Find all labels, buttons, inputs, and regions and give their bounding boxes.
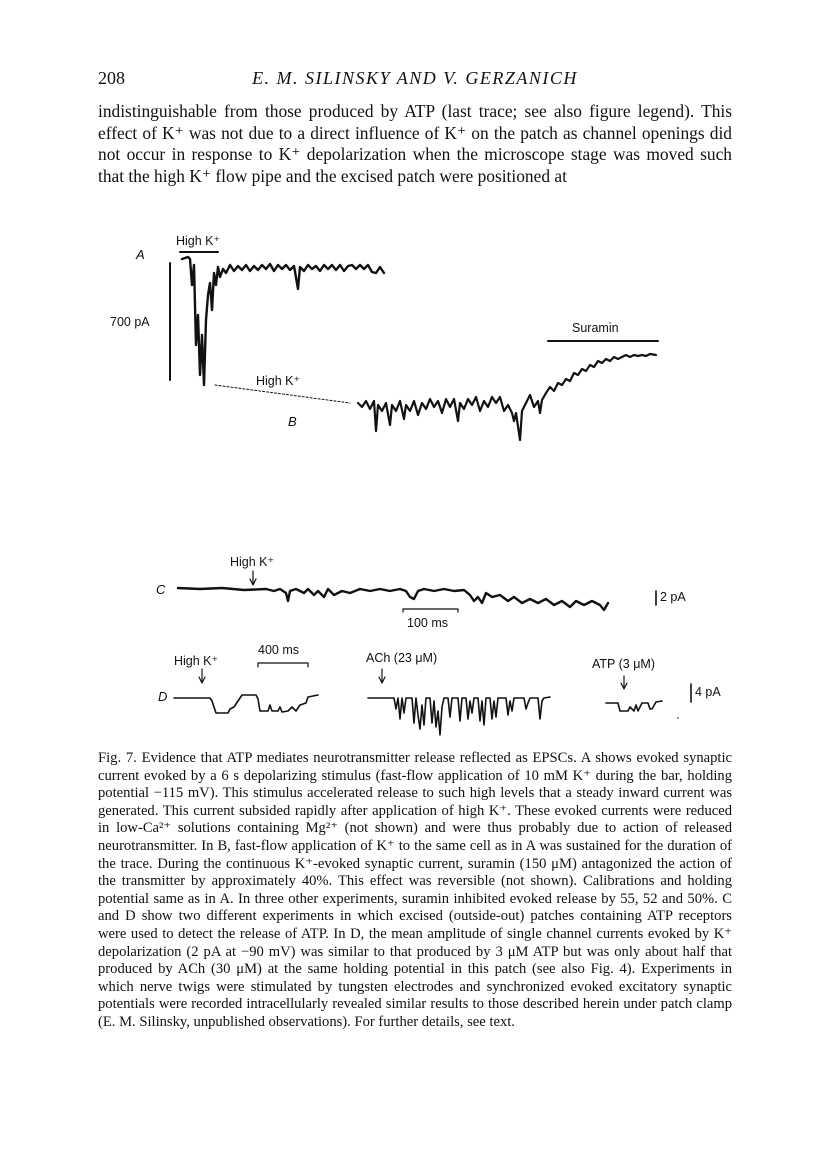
figure-caption (98, 750, 732, 1032)
running-head: E. M. SILINSKY AND V. GERZANICH (252, 68, 578, 88)
panel-c-amp-scale-label: 2 pA (660, 590, 686, 604)
body-paragraph: indistinguishable from those produced by ATP (last trace; see also figure legend). This effect of K⁺ was not due to a direct influence of K⁺ on the patch as channel openings did not occur in response to K⁺ depolarization when the microscope stage was moved such that the high K⁺ flow pipe and the excised patch were positioned at (98, 101, 732, 186)
page-number: 208 (98, 68, 125, 88)
body-text (98, 101, 732, 187)
panel-d-atp-label: ATP (3 μM) (592, 657, 655, 671)
panel-d-ach-label: ACh (23 μM) (366, 651, 438, 665)
panel-a-stimulus-label: High K⁺ (176, 234, 221, 248)
panel-b-stimulus-label: High K⁺ (256, 374, 301, 388)
d-trace-ach (368, 697, 550, 735)
panel-d-time-scale-label: 400 ms (258, 643, 299, 657)
figure-7 (110, 225, 730, 745)
panel-d-label: D (158, 689, 168, 704)
panel-c-label: C (156, 582, 166, 597)
d-trace-high-k (174, 695, 318, 713)
c-time-scale-bar (403, 609, 458, 612)
d-time-scale-bar (258, 663, 308, 667)
panel-c-time-scale-label: 100 ms (407, 616, 448, 630)
panel-a-scale-label: 700 pA (110, 315, 150, 329)
b-trace (358, 354, 656, 440)
page-header (98, 68, 732, 92)
d-trace-atp (606, 701, 662, 711)
panel-b-label: B (288, 414, 297, 429)
a-trace (182, 257, 384, 385)
panel-c-stimulus-label: High K⁺ (230, 555, 275, 569)
panel-d-amp-scale-label: 4 pA (695, 685, 721, 699)
c-trace (178, 588, 608, 610)
panel-a-label: A (136, 247, 145, 262)
panel-d-stimulus-label: High K⁺ (174, 654, 219, 668)
caption-text: Fig. 7. Evidence that ATP mediates neurotransmitter release reflected as EPSCs. A shows evoked synaptic current evoked by a 6 s depolarizing stimulus (fast-flow application of 10 mM K⁺ during the bar, holding potential −115 mV). This stimulus accelerated release to such high levels that a steady inward current was generated. This current subsided rapidly after application of high K⁺. These evoked currents were reduced in low-Ca²⁺ solutions containing Mg²⁺ (not shown) and were thus probably due to action of released neurotransmitter. In B, fast-flow application of K⁺ to the same cell as in A was sustained for the duration of the trace. During the continuous K⁺-evoked synaptic current, suramin (150 μM) antagonized the action of the transmitter by approximately 40%. This effect was reversible (not shown). Calibrations and holding potential same as in A. In three other experiments, suramin inhibited evoked release by 55, 52 and 50%. C and D show two different experiments in which excised (outside-out) patches containing ATP receptors were used to detect the release of ATP. In D, the mean amplitude of single channel currents evoked by K⁺ depolarization (2 pA at −90 mV) was similar to that produced by 3 μM ATP but was only about half that produced by ACh (30 μM) at the same holding potential in this patch (see also Fig. 4). Experiments in which nerve twigs were stimulated by tungsten electrodes and synchronized evoked excitatory synaptic potentials were recorded intracellularly revealed similar results to those described herein under patch clamp (E. M. Silinsky, unpublished observations). For further details, see text. (98, 750, 732, 1030)
panel-b-drug-label: Suramin (572, 321, 619, 335)
